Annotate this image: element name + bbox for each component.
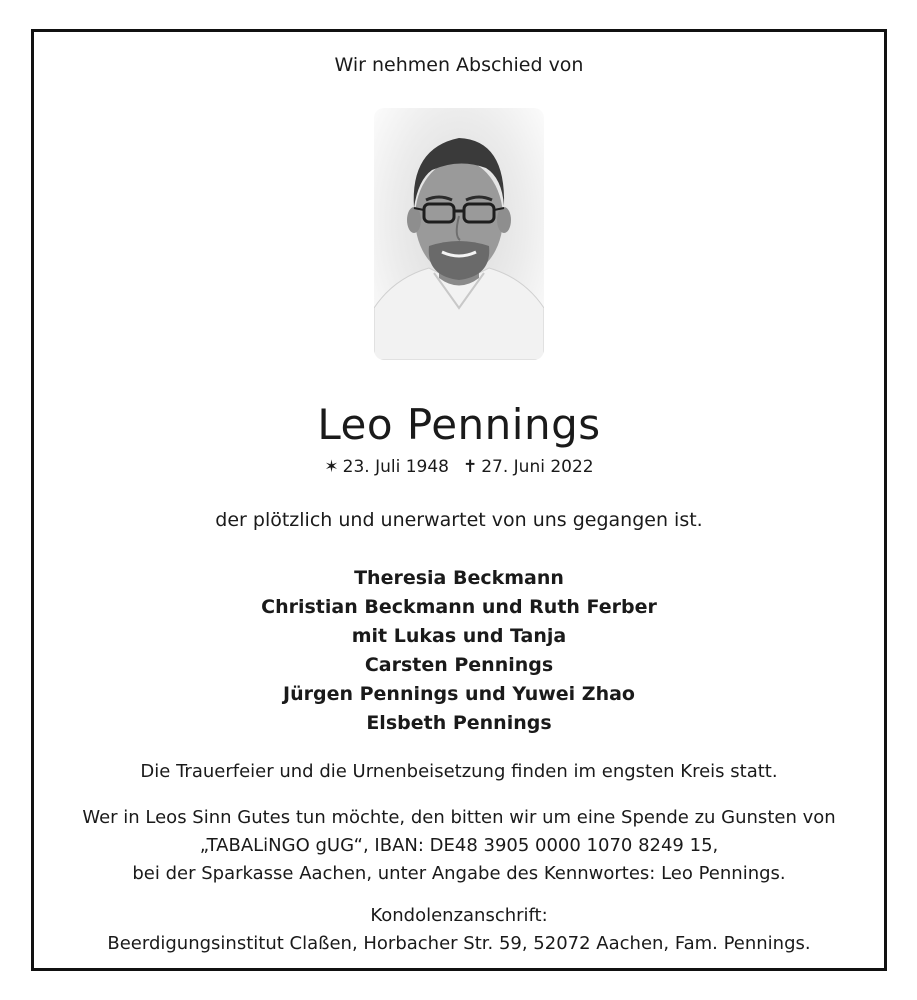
family-list <box>34 564 884 738</box>
portrait-photo <box>374 108 544 360</box>
family-member: Carsten Pennings <box>364 654 554 676</box>
donation-line: „TABALiNGO gUG“, IBAN: DE48 3905 0000 1070 8249 15, <box>199 835 719 856</box>
tagline-text: der plötzlich und unerwartet von uns gegangen ist. <box>215 509 703 531</box>
life-dates <box>34 457 884 477</box>
donation-line: bei der Sparkasse Aachen, unter Angabe des Kennwortes: Leo Pennings. <box>132 863 786 884</box>
donation-line: Wer in Leos Sinn Gutes tun möchte, den bitten wir um eine Spende zu Gunsten von <box>82 807 836 828</box>
family-member: Theresia Beckmann <box>354 567 564 589</box>
obituary-frame <box>31 29 887 971</box>
family-member: mit Lukas und Tanja <box>351 625 567 647</box>
family-member: Jürgen Pennings und Yuwei Zhao <box>283 683 635 705</box>
condolence-address-block <box>34 902 884 958</box>
condolence-address: Beerdigungsinstitut Claßen, Horbacher Str. 59, 52072 Aachen, Fam. Pennings. <box>107 933 811 954</box>
birth-star-icon: ✶ <box>324 457 339 477</box>
family-member: Christian Beckmann und Ruth Ferber <box>261 596 657 618</box>
donation-text <box>34 804 884 888</box>
birth-date: 23. Juli 1948 <box>342 457 449 477</box>
death-cross-icon: ✝ <box>462 457 478 477</box>
family-member: Elsbeth Pennings <box>366 712 552 734</box>
deceased-name: Leo Pennings <box>317 400 601 449</box>
intro-text: Wir nehmen Abschied von <box>334 54 584 76</box>
condolence-label: Kondolenzanschrift: <box>370 905 548 926</box>
death-date: 27. Juni 2022 <box>481 457 594 477</box>
portrait-illustration <box>374 108 544 360</box>
ceremony-text: Die Trauerfeier und die Urnenbeisetzung finden im engsten Kreis statt. <box>140 761 778 782</box>
